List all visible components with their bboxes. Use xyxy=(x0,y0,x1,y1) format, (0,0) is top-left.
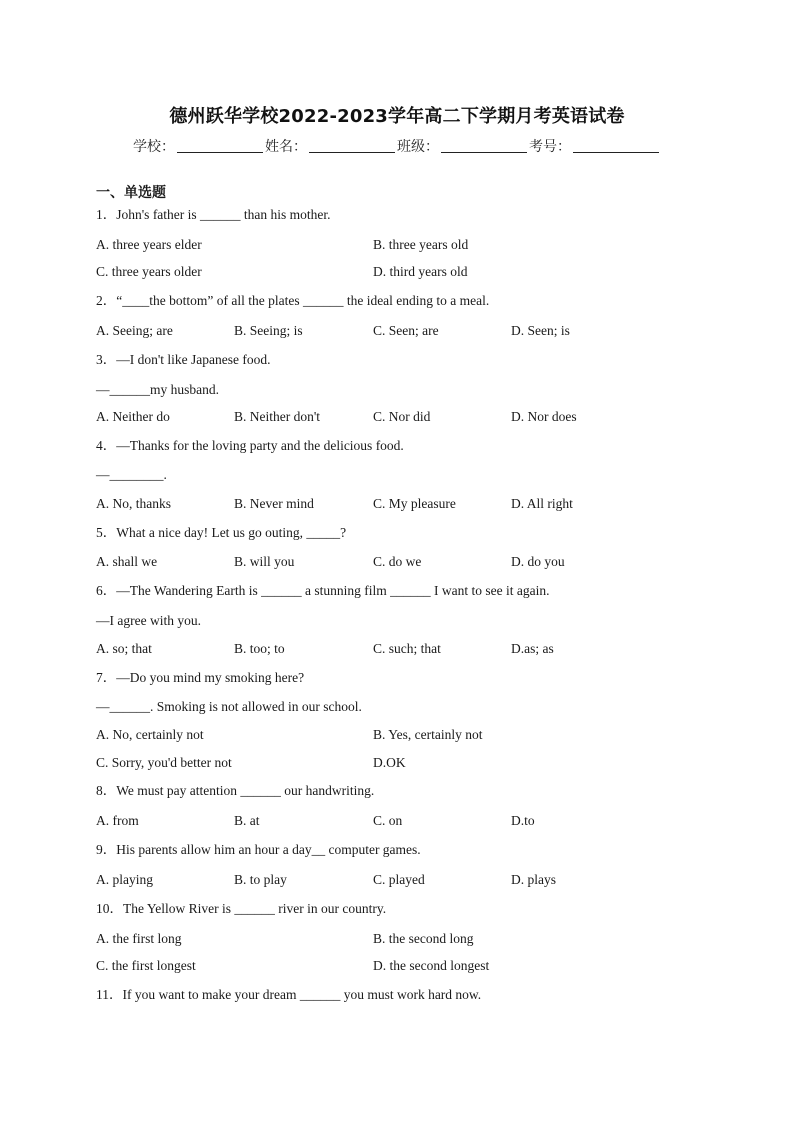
name-label: 姓名： xyxy=(265,139,307,155)
option-b: B. three years old xyxy=(373,237,469,252)
option-c: C. played xyxy=(373,872,425,887)
student-info-row xyxy=(0,136,794,156)
question-stem: 2．“____the bottom” of all the plates ______ the ideal ending to a meal. xyxy=(96,293,490,308)
page-title: 德州跃华学校2022-2023学年高二下学期月考英语试卷 xyxy=(169,106,625,127)
option-c: C. on xyxy=(373,813,403,828)
option-d: D. do you xyxy=(511,554,565,569)
option-b: B. Yes, certainly not xyxy=(373,727,483,742)
option-c: C. Sorry, you'd better not xyxy=(96,755,232,770)
option-d: D. Nor does xyxy=(511,409,577,424)
option-b: B. will you xyxy=(234,554,295,569)
question-stem: 3．—I don't like Japanese food. xyxy=(96,352,271,367)
option-b: B. at xyxy=(234,813,260,828)
class-label: 班级： xyxy=(397,139,439,155)
option-a: A. Neither do xyxy=(96,409,170,424)
question-stem: 6．—The Wandering Earth is ______ a stunning film ______ I want to see it again. xyxy=(96,583,550,598)
option-c: C. such; that xyxy=(373,641,441,656)
option-b: B. Seeing; is xyxy=(234,323,303,338)
question-stem: 8．We must pay attention ______ our handwriting. xyxy=(96,783,375,798)
option-d: D.OK xyxy=(373,755,406,770)
option-d: D.to xyxy=(511,813,535,828)
question-stem: 9．His parents allow him an hour a day__ computer games. xyxy=(96,842,421,857)
option-c: C. My pleasure xyxy=(373,496,456,511)
option-d: D. the second longest xyxy=(373,958,490,973)
option-c: C. three years older xyxy=(96,264,202,279)
option-a: A. Seeing; are xyxy=(96,323,173,338)
class-blank xyxy=(441,138,527,153)
option-a: A. No, certainly not xyxy=(96,727,204,742)
option-c: C. do we xyxy=(373,554,422,569)
option-a: A. the first long xyxy=(96,931,182,946)
option-d: D.as; as xyxy=(511,641,554,656)
option-a: A. shall we xyxy=(96,554,158,569)
option-b: B. Neither don't xyxy=(234,409,321,424)
question-stem: 11．If you want to make your dream ______ you must work hard now. xyxy=(96,987,482,1002)
question-stem: 1．John's father is ______ than his mother. xyxy=(96,207,331,222)
option-d: D. Seen; is xyxy=(511,323,570,338)
option-d: D. All right xyxy=(511,496,573,511)
option-b: B. to play xyxy=(234,872,287,887)
option-c: C. Seen; are xyxy=(373,323,439,338)
option-c: C. Nor did xyxy=(373,409,431,424)
question-stem-continued: —I agree with you. xyxy=(96,613,201,628)
option-b: B. Never mind xyxy=(234,496,314,511)
option-b: B. the second long xyxy=(373,931,474,946)
option-a: A. three years elder xyxy=(96,237,202,252)
school-blank xyxy=(177,138,263,153)
option-d: D. third years old xyxy=(373,264,468,279)
question-stem: 10．The Yellow River is ______ river in our country. xyxy=(96,901,387,916)
question-stem: 7．—Do you mind my smoking here? xyxy=(96,670,305,685)
option-d: D. plays xyxy=(511,872,556,887)
question-stem: 5．What a nice day! Let us go outing, _____? xyxy=(96,525,347,540)
question-stem-continued: —________. xyxy=(96,467,167,482)
id-label: 考号： xyxy=(529,139,571,155)
question-stem: 4．—Thanks for the loving party and the delicious food. xyxy=(96,438,404,453)
school-label: 学校： xyxy=(133,139,175,155)
option-a: A. playing xyxy=(96,872,153,887)
question-stem-continued: —______my husband. xyxy=(96,382,219,397)
question-stem-continued: —______. Smoking is not allowed in our school. xyxy=(96,699,362,714)
section-title: 一、单选题 xyxy=(96,185,166,201)
option-c: C. the first longest xyxy=(96,958,196,973)
name-blank xyxy=(309,138,395,153)
option-a: A. No, thanks xyxy=(96,496,171,511)
id-blank xyxy=(573,138,659,153)
option-b: B. too; to xyxy=(234,641,285,656)
option-a: A. from xyxy=(96,813,139,828)
option-a: A. so; that xyxy=(96,641,152,656)
